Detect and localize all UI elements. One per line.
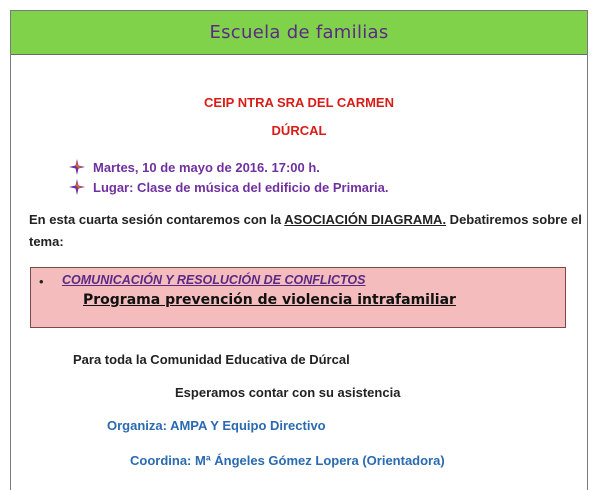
header-banner xyxy=(11,11,587,55)
audience-text: Para toda la Comunidad Educativa de Dúrcal xyxy=(73,352,350,367)
topic-box xyxy=(30,267,566,328)
bullet-dot: • xyxy=(39,274,44,289)
compass-star-icon xyxy=(69,159,85,175)
location-item xyxy=(69,179,389,195)
compass-star-icon xyxy=(69,179,85,195)
intro-text-1: En esta cuarta sesión contaremos con la xyxy=(29,212,285,227)
school-name: CEIP NTRA SRA DEL CARMEN xyxy=(204,95,394,110)
intro-paragraph xyxy=(29,209,585,253)
coordinator-text: Coordina: Mª Ángeles Gómez Lopera (Orientadora) xyxy=(130,453,445,468)
date-time-item xyxy=(69,159,320,175)
topic-title: COMUNICACIÓN Y RESOLUCIÓN DE CONFLICTOS xyxy=(62,273,366,287)
closing-text: Esperamos contar con su asistencia xyxy=(175,385,401,400)
intro-text-2: Debatiremos sobre el tema: xyxy=(29,212,582,249)
location-text: Lugar: Clase de música del edificio de Primaria. xyxy=(93,179,389,195)
document-page xyxy=(10,10,588,490)
association-name: ASOCIACIÓN DIAGRAMA. xyxy=(284,212,447,227)
banner-title: Escuela de familias xyxy=(209,22,389,43)
date-time-text: Martes, 10 de mayo de 2016. 17:00 h. xyxy=(93,159,320,175)
topic-subtitle: Programa prevención de violencia intrafamiliar xyxy=(83,292,456,308)
organizer-text: Organiza: AMPA Y Equipo Directivo xyxy=(107,418,326,433)
town-name: DÚRCAL xyxy=(271,123,327,138)
